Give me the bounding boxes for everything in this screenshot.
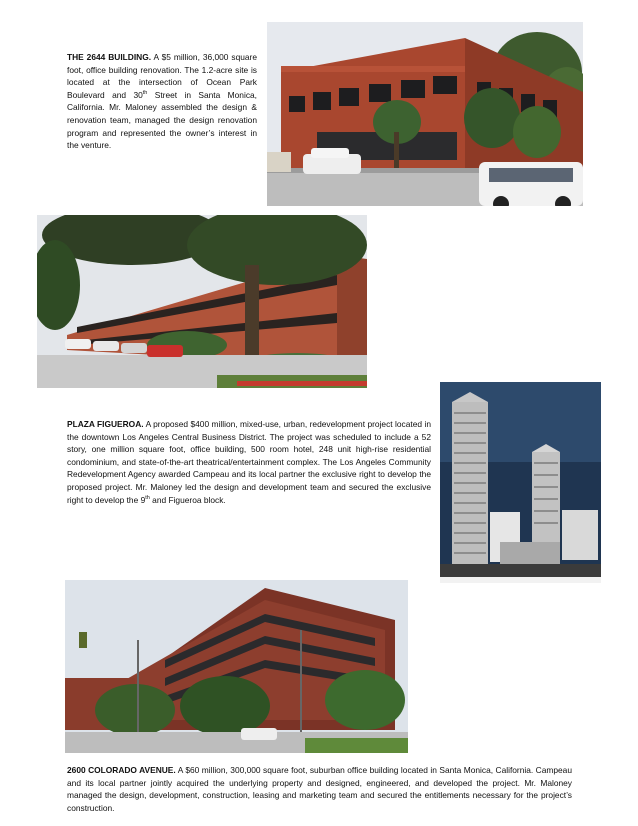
photo-plaza-figueroa-model bbox=[440, 382, 601, 583]
project-text: A proposed $400 million, mixed-use, urban, redevelopment project located in the downtown Los Angeles Central Business District. The project was scheduled to include a 52 story, one million square foot, office building, 500 room hotel, 248 unit high-rise residential condominium, and state-of-the-art theatrical/entertainment complex. The Los Angeles Community Redevelopment Agency awarded Campeau and its local partner the exclusive right to develop the proposed project. Mr. Maloney led the design and development team and secured the exclusive right to develop the 9 bbox=[67, 419, 431, 505]
project-2644-description bbox=[67, 51, 257, 152]
project-2600-colorado-description bbox=[67, 764, 572, 814]
project-title: PLAZA FIGUEROA. bbox=[67, 419, 144, 429]
project-text: A $5 million, 36,000 square foot, office building renovation. The 1.2-acre site is located at the intersection of Ocean Park Boulevard and 30 bbox=[67, 52, 258, 100]
project-text-end: and Figueroa block. bbox=[149, 494, 226, 505]
project-text-end: Street in Santa Monica, California. Mr. Maloney assembled the design & renovation team, managed the design renovation program and represented the owner’s interest in the venture. bbox=[67, 89, 257, 151]
project-text: A $60 million, 300,000 square foot, suburban office building located in Santa Monica, California. Campeau and its local partner jointly acquired the underlying property and designed, engineered, and developed the project. Mr. Maloney managed the design, development, construction, leasing and marketing team and secured the entitlements necessary for the project’s construction. bbox=[67, 765, 573, 813]
project-plaza-figueroa-description bbox=[67, 418, 431, 506]
project-title: THE 2644 BUILDING. bbox=[67, 52, 152, 62]
superscript: th bbox=[142, 89, 148, 96]
photo-2600-colorado-avenue bbox=[65, 580, 408, 753]
project-title: 2600 COLORADO AVENUE. bbox=[67, 765, 176, 775]
photo-long-brick-building bbox=[37, 215, 367, 388]
photo-2644-building bbox=[267, 22, 583, 206]
superscript: th bbox=[145, 494, 150, 501]
